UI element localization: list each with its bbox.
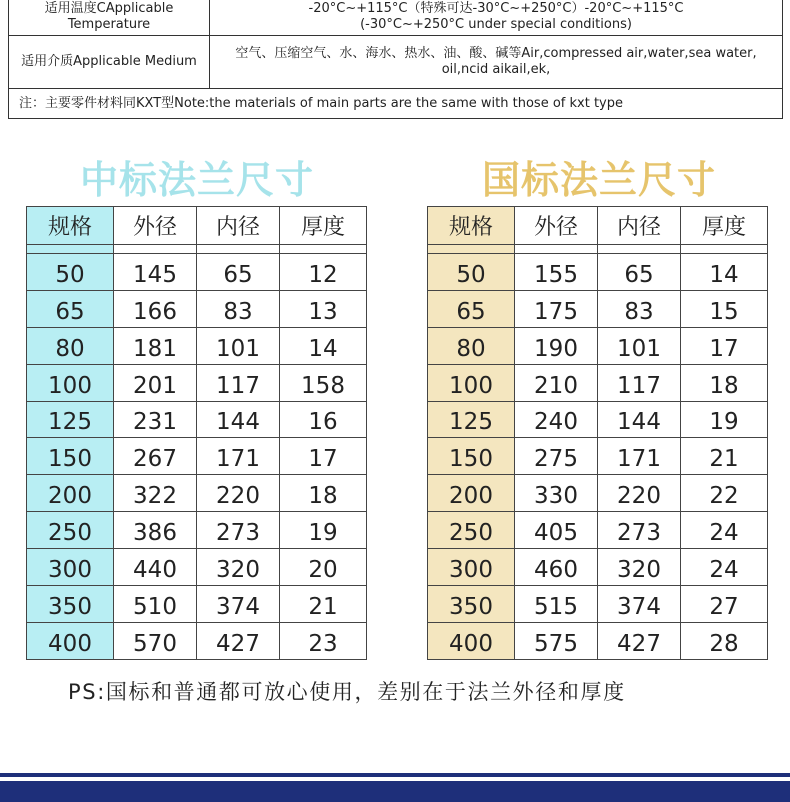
- table-cell: 231: [114, 401, 197, 438]
- table-cell: 100: [27, 364, 114, 401]
- table-cell: 80: [428, 327, 515, 364]
- table-row: [428, 254, 768, 291]
- table-spacer-cell: [515, 245, 598, 254]
- table-cell: 374: [197, 586, 280, 623]
- footnote: PS:国标和普通都可放心使用，差别在于法兰外径和厚度: [68, 680, 626, 704]
- table-row: [428, 290, 768, 327]
- spec-table: [8, 0, 783, 119]
- table-cell: 144: [197, 401, 280, 438]
- table-cell: 125: [428, 401, 515, 438]
- table-cell: 300: [428, 549, 515, 586]
- table-cell: 17: [280, 438, 367, 475]
- table-row: [428, 512, 768, 549]
- table-cell: 171: [598, 438, 681, 475]
- table-cell: 150: [428, 438, 515, 475]
- right-dimension-table: [427, 206, 768, 660]
- table-cell: 125: [27, 401, 114, 438]
- table-cell: 320: [598, 549, 681, 586]
- table-cell: 13: [280, 290, 367, 327]
- table-spacer-cell: [681, 245, 768, 254]
- table-spacer-row: [27, 245, 367, 254]
- table-cell: 250: [27, 512, 114, 549]
- table-header-row: [27, 207, 367, 245]
- table-row: [428, 401, 768, 438]
- table-cell: 155: [515, 254, 598, 291]
- table-cell: 386: [114, 512, 197, 549]
- table-row: [27, 364, 367, 401]
- table-cell: 166: [114, 290, 197, 327]
- table-cell: 150: [27, 438, 114, 475]
- temperature-value-line1: -20°C~+115°C（特殊可达-30°C~+250°C）-20°C~+115°C: [308, 1, 684, 16]
- table-cell: 175: [515, 290, 598, 327]
- table-cell: 14: [280, 327, 367, 364]
- table-spacer-cell: [280, 245, 367, 254]
- table-cell: 21: [280, 586, 367, 623]
- table-row: [27, 622, 367, 659]
- table-cell: 250: [428, 512, 515, 549]
- table-cell: 510: [114, 586, 197, 623]
- table-cell: 350: [428, 586, 515, 623]
- table-header-cell: 厚度: [681, 207, 768, 245]
- spec-row-temperature: [9, 0, 783, 36]
- table-cell: 427: [598, 622, 681, 659]
- table-cell: 181: [114, 327, 197, 364]
- table-cell: 117: [598, 364, 681, 401]
- table-cell: 100: [428, 364, 515, 401]
- table-cell: 65: [197, 254, 280, 291]
- table-cell: 18: [681, 364, 768, 401]
- table-row: [27, 586, 367, 623]
- table-cell: 220: [197, 475, 280, 512]
- table-cell: 117: [197, 364, 280, 401]
- table-row: [428, 475, 768, 512]
- table-cell: 50: [428, 254, 515, 291]
- table-cell: 144: [598, 401, 681, 438]
- table-cell: 330: [515, 475, 598, 512]
- table-cell: 570: [114, 622, 197, 659]
- table-cell: 440: [114, 549, 197, 586]
- table-row: [27, 438, 367, 475]
- table-cell: 23: [280, 622, 367, 659]
- table-cell: 171: [197, 438, 280, 475]
- temperature-value-line2: (-30°C~+250°C under special conditions): [360, 17, 632, 32]
- table-spacer-row: [428, 245, 768, 254]
- table-row: [428, 438, 768, 475]
- table-cell: 400: [27, 622, 114, 659]
- table-row: [27, 475, 367, 512]
- table-cell: 374: [598, 586, 681, 623]
- table-row: [428, 364, 768, 401]
- table-cell: 17: [681, 327, 768, 364]
- spec-row-note: [9, 89, 783, 119]
- table-cell: 50: [27, 254, 114, 291]
- table-cell: 201: [114, 364, 197, 401]
- table-row: [428, 327, 768, 364]
- table-cell: 24: [681, 512, 768, 549]
- table-cell: 145: [114, 254, 197, 291]
- table-row: [27, 549, 367, 586]
- table-cell: 273: [197, 512, 280, 549]
- table-cell: 14: [681, 254, 768, 291]
- table-cell: 427: [197, 622, 280, 659]
- medium-label: 适用介质Applicable Medium: [9, 36, 210, 89]
- table-cell: 300: [27, 549, 114, 586]
- table-cell: 24: [681, 549, 768, 586]
- table-cell: 460: [515, 549, 598, 586]
- table-header-row: [428, 207, 768, 245]
- table-cell: 575: [515, 622, 598, 659]
- table-row: [428, 622, 768, 659]
- table-cell: 267: [114, 438, 197, 475]
- table-cell: 200: [428, 475, 515, 512]
- table-cell: 27: [681, 586, 768, 623]
- table-header-cell: 内径: [598, 207, 681, 245]
- table-spacer-cell: [27, 245, 114, 254]
- footer-divider: [0, 773, 790, 777]
- table-row: [428, 549, 768, 586]
- table-cell: 158: [280, 364, 367, 401]
- table-cell: 190: [515, 327, 598, 364]
- table-cell: 16: [280, 401, 367, 438]
- table-cell: 200: [27, 475, 114, 512]
- table-cell: 83: [197, 290, 280, 327]
- table-cell: 322: [114, 475, 197, 512]
- table-header-cell: 外径: [114, 207, 197, 245]
- table-cell: 101: [197, 327, 280, 364]
- table-header-cell: 外径: [515, 207, 598, 245]
- medium-value-line1: 空气、压缩空气、水、海水、热水、油、酸、碱等Air,compressed air,water,sea water,: [235, 46, 757, 61]
- table-row: [27, 254, 367, 291]
- temperature-label: 适用温度CApplicable Temperature: [9, 0, 210, 36]
- table-cell: 220: [598, 475, 681, 512]
- right-section-title: 国标法兰尺寸: [482, 158, 717, 202]
- table-cell: 240: [515, 401, 598, 438]
- table-cell: 273: [598, 512, 681, 549]
- table-cell: 22: [681, 475, 768, 512]
- left-section-title: 中标法兰尺寸: [80, 158, 315, 202]
- footer-bar: [0, 781, 790, 802]
- table-cell: 275: [515, 438, 598, 475]
- table-cell: 320: [197, 549, 280, 586]
- table-cell: 19: [280, 512, 367, 549]
- table-header-cell: 内径: [197, 207, 280, 245]
- spec-row-medium: [9, 36, 783, 89]
- table-cell: 20: [280, 549, 367, 586]
- table-cell: 12: [280, 254, 367, 291]
- table-spacer-cell: [197, 245, 280, 254]
- table-spacer-cell: [428, 245, 515, 254]
- left-dimension-table: [26, 206, 367, 660]
- table-row: [27, 401, 367, 438]
- temperature-value: [210, 0, 783, 36]
- table-cell: 19: [681, 401, 768, 438]
- table-cell: 21: [681, 438, 768, 475]
- table-cell: 405: [515, 512, 598, 549]
- table-header-cell: 规格: [27, 207, 114, 245]
- table-cell: 15: [681, 290, 768, 327]
- table-cell: 28: [681, 622, 768, 659]
- table-row: [27, 512, 367, 549]
- table-cell: 65: [428, 290, 515, 327]
- table-cell: 515: [515, 586, 598, 623]
- table-row: [27, 327, 367, 364]
- medium-value: [210, 36, 783, 89]
- medium-value-line2: oil,ncid aikail,ek,: [441, 62, 551, 77]
- table-spacer-cell: [598, 245, 681, 254]
- table-cell: 80: [27, 327, 114, 364]
- table-spacer-cell: [114, 245, 197, 254]
- table-header-cell: 厚度: [280, 207, 367, 245]
- table-cell: 400: [428, 622, 515, 659]
- table-row: [27, 290, 367, 327]
- table-cell: 18: [280, 475, 367, 512]
- table-header-cell: 规格: [428, 207, 515, 245]
- table-cell: 101: [598, 327, 681, 364]
- table-cell: 65: [598, 254, 681, 291]
- table-cell: 65: [27, 290, 114, 327]
- table-cell: 83: [598, 290, 681, 327]
- spec-note: 注：主要零件材料同KXT型Note:the materials of main parts are the same with those of kxt type: [9, 89, 783, 119]
- table-row: [428, 586, 768, 623]
- table-cell: 210: [515, 364, 598, 401]
- table-cell: 350: [27, 586, 114, 623]
